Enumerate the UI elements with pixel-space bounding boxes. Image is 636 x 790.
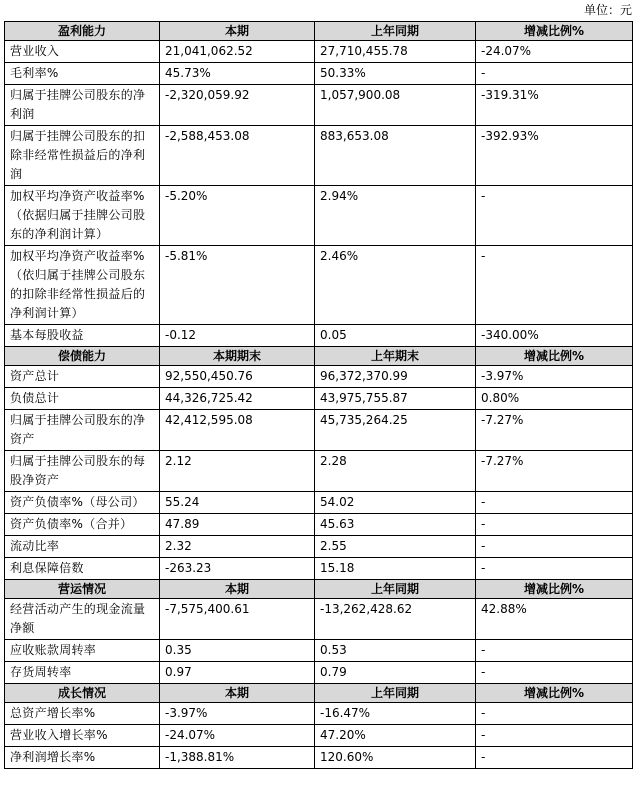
cell-current: 44,326,725.42 — [160, 388, 315, 410]
cell-metric: 资产总计 — [5, 366, 160, 388]
cell-metric: 归属于挂牌公司股东的扣除非经常性损益后的净利润 — [5, 126, 160, 186]
table-row — [5, 325, 633, 347]
cell-current: -3.97% — [160, 703, 315, 725]
header-metric: 偿债能力 — [5, 347, 160, 366]
cell-prior: 54.02 — [315, 492, 476, 514]
cell-change: - — [476, 725, 633, 747]
cell-prior: 1,057,900.08 — [315, 85, 476, 126]
cell-current: -2,320,059.92 — [160, 85, 315, 126]
section-header-row — [5, 347, 633, 366]
cell-change: -7.27% — [476, 410, 633, 451]
header-metric: 盈利能力 — [5, 22, 160, 41]
header-current: 本期 — [160, 580, 315, 599]
table-row — [5, 41, 633, 63]
cell-change: - — [476, 246, 633, 325]
table-row — [5, 747, 633, 769]
header-change: 增减比例% — [476, 580, 633, 599]
table-row — [5, 536, 633, 558]
cell-prior: 15.18 — [315, 558, 476, 580]
cell-current: 2.32 — [160, 536, 315, 558]
header-change: 增减比例% — [476, 684, 633, 703]
cell-prior: -16.47% — [315, 703, 476, 725]
cell-metric: 归属于挂牌公司股东的净资产 — [5, 410, 160, 451]
cell-prior: 120.60% — [315, 747, 476, 769]
cell-metric: 总资产增长率% — [5, 703, 160, 725]
table-row — [5, 186, 633, 246]
cell-prior: 0.53 — [315, 640, 476, 662]
table-row — [5, 725, 633, 747]
cell-current: 42,412,595.08 — [160, 410, 315, 451]
cell-metric: 加权平均净资产收益率%（依归属于挂牌公司股东的扣除非经常性损益后的净利润计算） — [5, 246, 160, 325]
table-row — [5, 662, 633, 684]
cell-current: -2,588,453.08 — [160, 126, 315, 186]
table-row — [5, 85, 633, 126]
cell-change: -3.97% — [476, 366, 633, 388]
table-row — [5, 558, 633, 580]
cell-current: -5.20% — [160, 186, 315, 246]
header-metric: 营运情况 — [5, 580, 160, 599]
table-row — [5, 63, 633, 85]
table-row — [5, 514, 633, 536]
cell-current: -0.12 — [160, 325, 315, 347]
financial-table-body — [5, 22, 633, 769]
cell-change: - — [476, 703, 633, 725]
cell-metric: 加权平均净资产收益率%（依据归属于挂牌公司股东的净利润计算） — [5, 186, 160, 246]
cell-current: 21,041,062.52 — [160, 41, 315, 63]
cell-metric: 营业收入 — [5, 41, 160, 63]
cell-metric: 负债总计 — [5, 388, 160, 410]
cell-change: - — [476, 186, 633, 246]
table-row — [5, 640, 633, 662]
cell-change: - — [476, 63, 633, 85]
cell-change: 42.88% — [476, 599, 633, 640]
header-prior: 上年同期 — [315, 22, 476, 41]
cell-metric: 经营活动产生的现金流量净额 — [5, 599, 160, 640]
cell-metric: 资产负债率%（合并） — [5, 514, 160, 536]
cell-current: -7,575,400.61 — [160, 599, 315, 640]
cell-prior: 43,975,755.87 — [315, 388, 476, 410]
cell-prior: 2.28 — [315, 451, 476, 492]
cell-prior: 883,653.08 — [315, 126, 476, 186]
cell-prior: 45.63 — [315, 514, 476, 536]
cell-change: -7.27% — [476, 451, 633, 492]
cell-change: -340.00% — [476, 325, 633, 347]
cell-metric: 基本每股收益 — [5, 325, 160, 347]
table-row — [5, 366, 633, 388]
cell-metric: 归属于挂牌公司股东的每股净资产 — [5, 451, 160, 492]
cell-current: 92,550,450.76 — [160, 366, 315, 388]
cell-change: -24.07% — [476, 41, 633, 63]
header-current: 本期 — [160, 684, 315, 703]
cell-prior: 2.55 — [315, 536, 476, 558]
cell-prior: 2.46% — [315, 246, 476, 325]
cell-metric: 存货周转率 — [5, 662, 160, 684]
cell-metric: 归属于挂牌公司股东的净利润 — [5, 85, 160, 126]
cell-current: 55.24 — [160, 492, 315, 514]
cell-current: 0.97 — [160, 662, 315, 684]
cell-prior: 0.05 — [315, 325, 476, 347]
financial-indicators-table — [4, 21, 633, 769]
cell-change: - — [476, 492, 633, 514]
cell-metric: 营业收入增长率% — [5, 725, 160, 747]
section-header-row — [5, 684, 633, 703]
unit-label: 单位：元 — [583, 3, 632, 17]
cell-change: -319.31% — [476, 85, 633, 126]
header-change: 增减比例% — [476, 347, 633, 366]
cell-metric: 应收账款周转率 — [5, 640, 160, 662]
cell-prior: 96,372,370.99 — [315, 366, 476, 388]
cell-change: - — [476, 662, 633, 684]
cell-current: 45.73% — [160, 63, 315, 85]
cell-change: - — [476, 640, 633, 662]
cell-current: -5.81% — [160, 246, 315, 325]
header-current: 本期 — [160, 22, 315, 41]
cell-current: -1,388.81% — [160, 747, 315, 769]
cell-change: - — [476, 514, 633, 536]
header-metric: 成长情况 — [5, 684, 160, 703]
table-row — [5, 126, 633, 186]
table-row — [5, 451, 633, 492]
section-header-row — [5, 580, 633, 599]
cell-metric: 流动比率 — [5, 536, 160, 558]
cell-change: 0.80% — [476, 388, 633, 410]
header-prior: 上年同期 — [315, 684, 476, 703]
section-header-row — [5, 22, 633, 41]
table-row — [5, 388, 633, 410]
table-row — [5, 703, 633, 725]
cell-current: -24.07% — [160, 725, 315, 747]
cell-change: - — [476, 536, 633, 558]
cell-current: 0.35 — [160, 640, 315, 662]
cell-current: -263.23 — [160, 558, 315, 580]
cell-prior: 45,735,264.25 — [315, 410, 476, 451]
table-row — [5, 492, 633, 514]
table-row — [5, 599, 633, 640]
header-current: 本期期末 — [160, 347, 315, 366]
header-prior: 上年期末 — [315, 347, 476, 366]
cell-change: - — [476, 558, 633, 580]
header-change: 增减比例% — [476, 22, 633, 41]
table-row — [5, 410, 633, 451]
cell-prior: 27,710,455.78 — [315, 41, 476, 63]
cell-prior: 47.20% — [315, 725, 476, 747]
cell-metric: 毛利率% — [5, 63, 160, 85]
cell-prior: 2.94% — [315, 186, 476, 246]
cell-change: -392.93% — [476, 126, 633, 186]
header-prior: 上年同期 — [315, 580, 476, 599]
cell-current: 2.12 — [160, 451, 315, 492]
cell-metric: 资产负债率%（母公司） — [5, 492, 160, 514]
cell-change: - — [476, 747, 633, 769]
cell-prior: 0.79 — [315, 662, 476, 684]
cell-metric: 利息保障倍数 — [5, 558, 160, 580]
cell-prior: 50.33% — [315, 63, 476, 85]
cell-prior: -13,262,428.62 — [315, 599, 476, 640]
cell-current: 47.89 — [160, 514, 315, 536]
table-row — [5, 246, 633, 325]
cell-metric: 净利润增长率% — [5, 747, 160, 769]
